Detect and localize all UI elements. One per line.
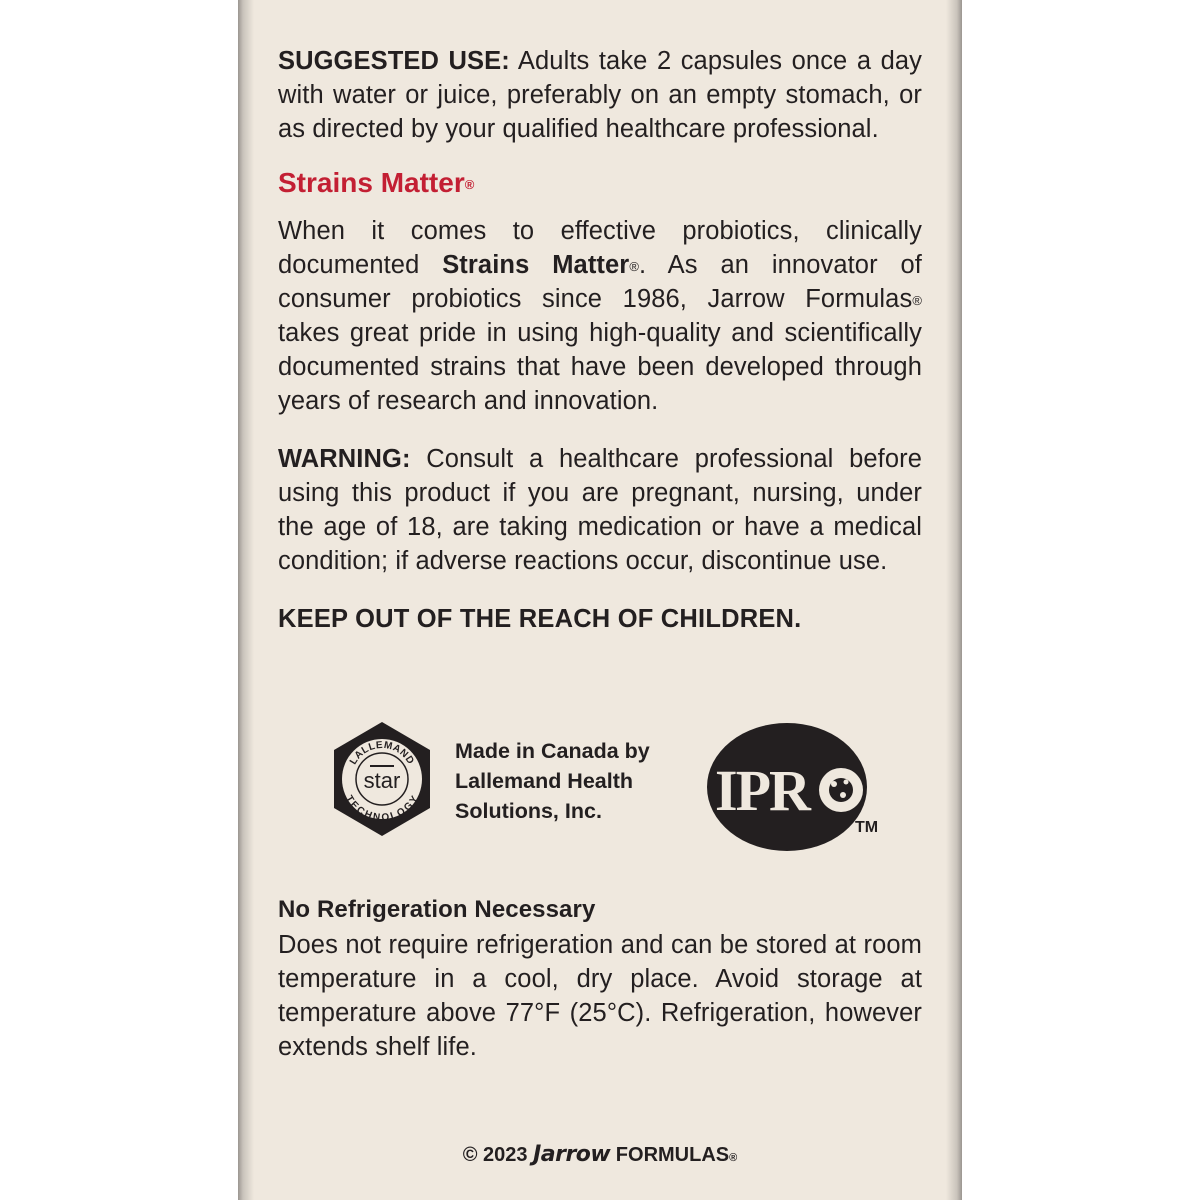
svg-text:TM: TM xyxy=(855,819,879,836)
svg-text:star: star xyxy=(363,768,401,793)
strains-matter-heading xyxy=(278,166,922,200)
registered-mark: ® xyxy=(629,259,640,274)
made-in-line2: Lallemand Health xyxy=(455,769,634,793)
made-in-canada-text xyxy=(455,736,650,826)
suggested-use-label: SUGGESTED USE: xyxy=(278,47,510,75)
strains-heading-text: Strains Matter xyxy=(278,167,465,198)
warning-label: WARNING: xyxy=(278,445,411,473)
ipro-logo-icon xyxy=(705,722,890,852)
svg-text:LALLEMAND: LALLEMAND xyxy=(347,739,417,767)
strains-text-mid: . As an innovator of consumer probiotics since 1986, Jarrow Formulas xyxy=(278,251,922,313)
no-refrigeration-section xyxy=(278,894,922,1064)
svg-text:TECHNOLOGY: TECHNOLOGY xyxy=(343,793,421,824)
badges-row xyxy=(330,720,910,855)
lallemand-star-technology-badge-icon xyxy=(330,720,434,838)
registered-mark: ® xyxy=(464,177,475,192)
svg-text:IPR: IPR xyxy=(715,758,809,823)
label-content xyxy=(278,44,922,636)
copyright-footer xyxy=(0,1140,1200,1170)
registered-mark: ® xyxy=(729,1152,738,1164)
made-in-line3: Solutions, Inc. xyxy=(455,799,602,823)
no-refrigeration-text: Does not require refrigeration and can be stored at room temperature in a cool, dry place. Avoid storage at temperature above 77°F (25°C). Refrigeration, however extends shelf life. xyxy=(278,931,922,1061)
strains-text-after: takes great pride in using high-quality and scientifically documented strains that have been developed through years of research and innovation. xyxy=(278,319,922,415)
suggested-use-text: Adults take 2 capsules once a day with water or juice, preferably on an empty stomach, or as directed by your qualified healthcare professional. xyxy=(278,47,922,143)
warning-paragraph xyxy=(278,442,922,578)
warning-text: Consult a healthcare professional before using this product if you are pregnant, nursing, under the age of 18, are taking medication or have a medical condition; if adverse reactions occur, discontinue use. xyxy=(278,445,922,575)
no-refrigeration-title: No Refrigeration Necessary xyxy=(278,896,596,923)
strains-paragraph xyxy=(278,214,922,418)
strains-text-bold: Strains Matter xyxy=(442,251,630,279)
copyright-text: © 2023 xyxy=(462,1144,534,1166)
registered-mark: ® xyxy=(912,293,922,308)
keep-out-notice: KEEP OUT OF THE REACH OF CHILDREN. xyxy=(278,605,802,633)
made-in-line1: Made in Canada by xyxy=(455,739,650,763)
formulas-text: FORMULAS xyxy=(610,1144,730,1166)
jarrow-brand-logo: Jarrow xyxy=(533,1142,611,1167)
suggested-use-paragraph xyxy=(278,44,922,146)
strains-text-before: When it comes to effective probiotics, clinically documented xyxy=(278,217,922,279)
